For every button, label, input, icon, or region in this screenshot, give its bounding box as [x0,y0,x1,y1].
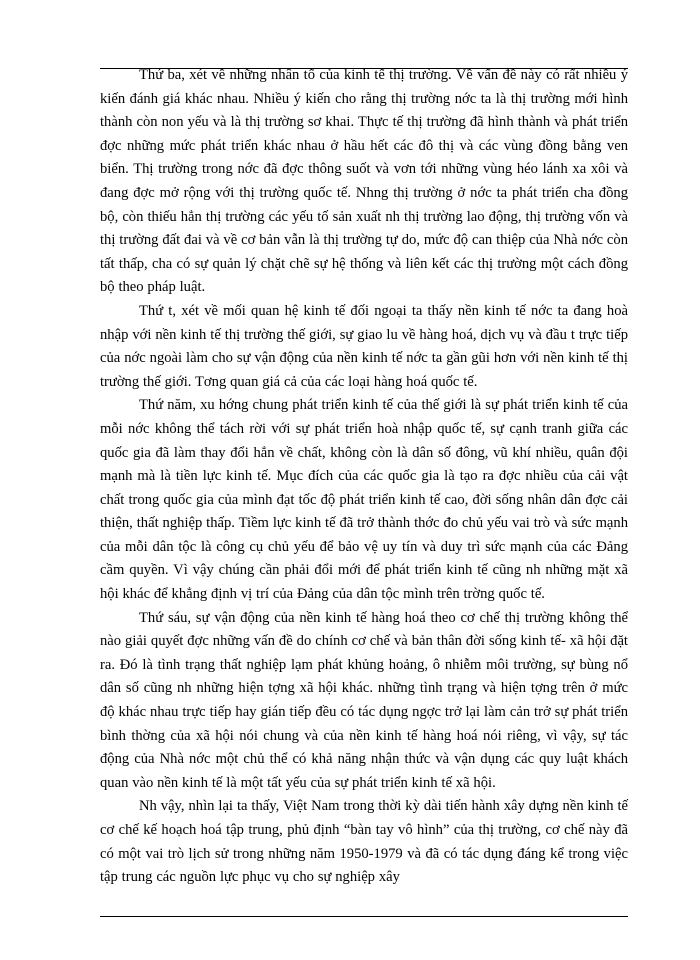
paragraph-conclusion: Nh vậy, nhìn lại ta thấy, Việt Nam trong thời kỳ dài tiến hành xây dựng nền kinh tế cơ chế kế hoạch hoá tập trung, phủ định “bàn tay vô hình” của thị trường, cơ chế này đã có một vai trò lịch sử trong những năm 1950-1979 và đã có tác dụng đáng kể trong việc tập trung các nguồn lực phục vụ cho sự nghiệp xây [100,798,628,886]
document-body [100,64,628,890]
paragraph-fifth-factor: Thứ năm, xu hớng chung phát triển kinh tế của thế giới là sự phát triển kinh tế của mỗi nớc không thể tách rời với sự phát triển hoà nhập quốc tế, sự cạnh tranh giữa các quốc gia đã làm thay đổi hẳn về chất, không còn là dân số đông, vũ khí nhiều, quân đội mạnh mà là tiền lực kinh tế. Mục đích của các quốc gia là tạo ra đợc nhiều của cải vật chất trong quốc gia của mình đạt tốc độ phát triển kinh tế cao, đời sống nhân dân đợc cải thiện, thất nghiệp thấp. Tiềm lực kinh tế đã trở thành thớc đo chủ yếu vai trò và sức mạnh của mỗi dân tộc là công cụ chủ yếu để bảo vệ uy tín và duy trì sức mạnh của các Đảng cầm quyền. Vì vậy chúng cần phải đổi mới để phát triển kinh tế cũng nh những mặt xã hội khác để khẳng định vị trí của Đảng của dân tộc mình trên trờng quốc tế. [100,397,628,603]
paragraph-fourth-factor: Thứ t, xét về mối quan hệ kinh tế đối ngoại ta thấy nền kinh tế nớc ta đang hoà nhập với nền kinh tế thị trường thế giới, sự giao lu về hàng hoá, dịch vụ và đầu t trực tiếp của nớc ngoài làm cho sự vận động của nền kinh tế nớc ta gần gũi hơn với nền kinh tế thị trường thế giới. Tơng quan giá cả của các loại hàng hoá quốc tế. [100,302,628,390]
footer-rule [100,916,628,917]
paragraph-third-factor: Thứ ba, xét về những nhân tố của kinh tế thị trường. Về vấn đề này có rất nhiều ý kiến đánh giá khác nhau. Nhiều ý kiến cho rằng thị trường nớc ta là thị trường mới hình thành còn non yếu và là thị trường sơ khai. Thực tế thị trường đã hình thành và phát triển đợc những mức phát triển khác nhau ở hầu hết các đô thị và các vùng đồng bằng ven biển. Thị trường trong nớc đã đợc thông suốt và vơn tới những vùng héo lánh xa xôi và đang đợc mở rộng với thị trường quốc tế. Nhng thị trường ở nớc ta phát triển cha đồng bộ, còn thiếu hẳn thị trường các yếu tố sản xuất nh thị trường lao động, thị trường vốn và thị trường đất đai và về cơ bản vẫn là thị trường tự do, mức độ can thiệp của Nhà nớc còn tất thấp, cha có sự quản lý chặt chẽ sự hệ thống và liên kết các thị trường một cách đồng bộ theo pháp luật. [100,67,628,296]
paragraph-sixth-factor: Thứ sáu, sự vận động của nền kinh tế hàng hoá theo cơ chế thị trường không thể nào giải quyết đợc những vấn đề do chính cơ chế và bản thân đời sống kinh tế- xã hội đặt ra. Đó là tình trạng thất nghiệp lạm phát khủng hoảng, ô nhiễm môi trường, sự bùng nổ dân số cũng nh những hiện tợng xã hội khác. những tình trạng và hiện tợng trên ở mức độ khác nhau trực tiếp hay gián tiếp đều có tác dụng ngợc trở lại làm cản trở sự phát triển bình thờng của xã hội nói chung và của nền kinh tế hàng hoá nói riêng, vì vậy, sự tác động của Nhà nớc một chủ thể có khả năng nhận thức và vận dụng các quy luật khách quan vào nền kinh tế là một tất yếu của sự phát triển kinh tế xã hội. [100,609,628,791]
